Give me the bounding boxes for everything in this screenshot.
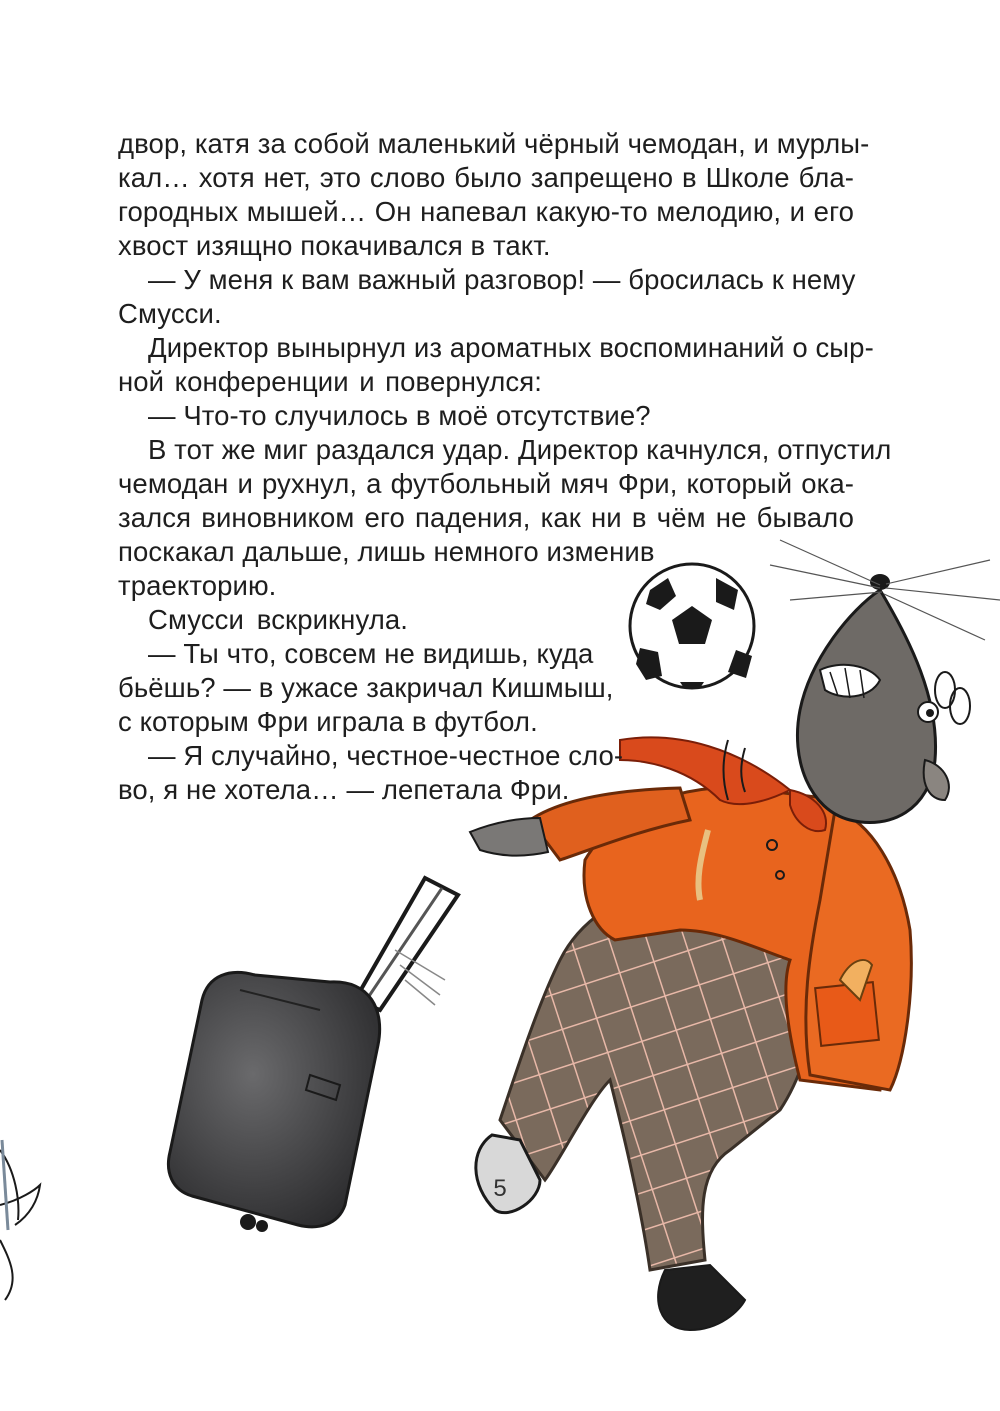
text-line: с которым Фри играла в футбол.	[118, 706, 538, 737]
text-line: кал… хотя нет, это слово было запрещено в Школе бла-	[118, 162, 854, 193]
text-line: Директор вынырнул из ароматных воспоминаний о сыр-	[148, 332, 874, 363]
page-number: 5	[493, 1175, 507, 1202]
text-line: двор, катя за собой маленький чёрный чемодан, и мурлы-	[118, 128, 870, 159]
text-line: Смусси.	[118, 298, 222, 329]
text-line: во, я не хотела… — лепетала Фри.	[118, 774, 570, 805]
text-line: чемодан и рухнул, а футбольный мяч Фри, который ока-	[118, 468, 854, 499]
text-line: — У меня к вам важный разговор! — бросилась к нему	[148, 264, 856, 295]
text-line: траекторию.	[118, 570, 277, 601]
text-line: поскакал дальше, лишь немного изменив	[118, 536, 655, 567]
text-line: хвост изящно покачивался в такт.	[118, 230, 551, 261]
text-line: ной конференции и повернулся:	[118, 366, 542, 397]
text-line: бьёшь? — в ужасе закричал Кишмыш,	[118, 672, 614, 703]
text-line: — Я случайно, честное-честное сло-	[148, 740, 624, 771]
text-line: В тот же миг раздался удар. Директор качнулся, отпустил	[148, 434, 892, 465]
text-line: — Ты что, совсем не видишь, куда	[148, 638, 594, 669]
text-line: Смусси вскрикнула.	[148, 604, 408, 635]
text-line: — Что-то случилось в моё отсутствие?	[148, 400, 651, 431]
text-line: зался виновником его падения, как ни в чём не бывало	[118, 502, 854, 533]
text-line: городных мышей… Он напевал какую-то мелодию, и его	[118, 196, 854, 227]
